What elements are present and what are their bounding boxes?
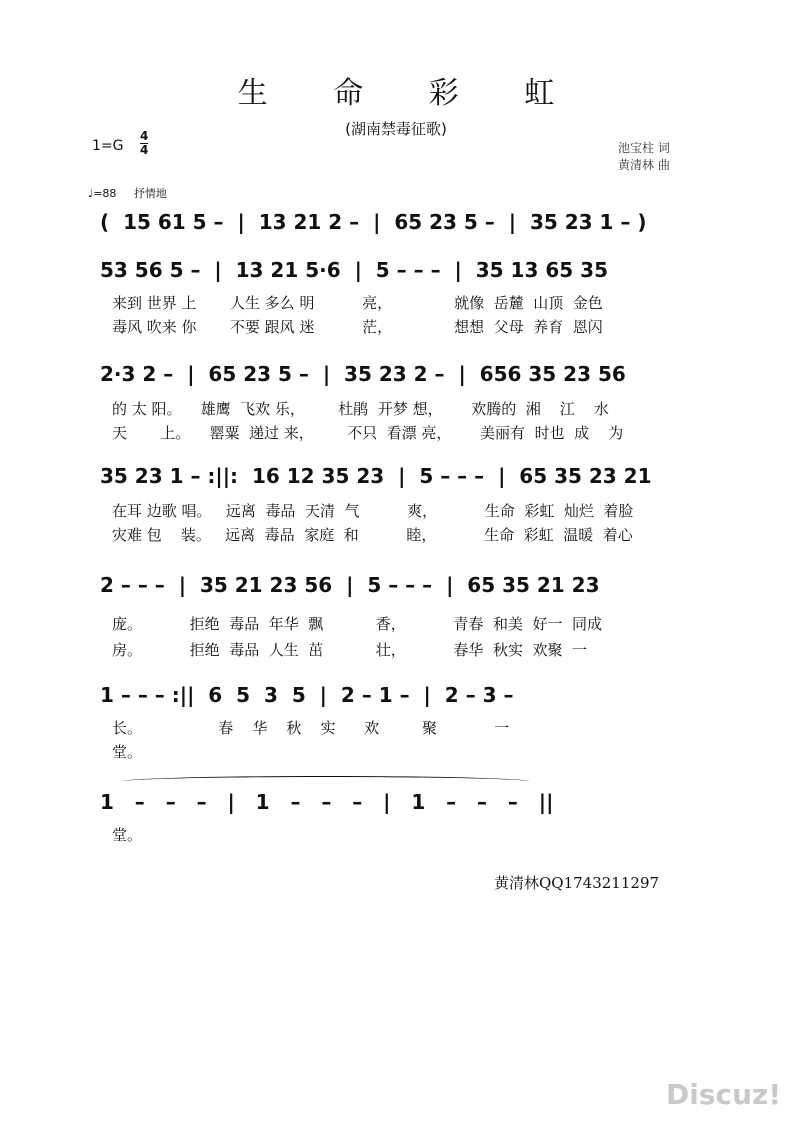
tie-arc <box>122 776 530 787</box>
lyrics-verse-1: 庞。 拒绝 毒品 年华 飘 香， 青春 和美 好一 同成 <box>112 615 603 633</box>
notation-line: 2·3 2 – | 65 23 5 – | 35 23 2 – | 656 35 23 56 <box>100 362 626 386</box>
lyrics-verse-1: 堂。 <box>112 826 143 844</box>
lyrics-verse-2: 堂。 <box>112 743 143 761</box>
song-title: 生 命 彩 虹 <box>237 76 583 111</box>
notation-line: 53 56 5 – | 13 21 5·6 | 5 – – – | 35 13 65 35 <box>100 258 608 282</box>
expression-marking: 抒情地 <box>133 187 167 200</box>
lyrics-verse-1: 的 太 阳。 雄鹰 飞欢 乐， 杜鹃 开梦 想， 欢腾的 湘 江 水 <box>112 400 609 418</box>
notation-line: 2 – – – | 35 21 23 56 | 5 – – – | 65 35 21 23 <box>100 573 600 597</box>
notation-line: 35 23 1 – :||: 16 12 35 23 | 5 – – – | 65 35 23 21 <box>100 464 652 488</box>
lyrics-verse-2: 天 上。 罂粟 递过 来， 不只 看漂 亮， 美丽有 时也 成 为 <box>112 424 624 442</box>
lyrics-verse-2: 灾难 包 装。 远离 毒品 家庭 和 睦， 生命 彩虹 温暖 着心 <box>112 526 633 544</box>
lyricist-credit: 池宝柱 词 <box>618 141 670 155</box>
tempo-value: ♩=88 <box>88 187 117 200</box>
time-signature <box>140 130 148 157</box>
arranger-signature: 黄清林QQ1743211297 <box>494 874 660 892</box>
lyrics-verse-1: 来到 世界 上 人生 多么 明 亮， 就像 岳麓 山顶 金色 <box>112 294 603 312</box>
song-subtitle: (湖南禁毒征歌) <box>345 120 447 138</box>
notation-line: ( 15 61 5 – | 13 21 2 – | 65 23 5 – | 35 23 1 – ) <box>100 210 647 234</box>
notation-line: 1 – – – | 1 – – – | 1 – – – || <box>100 790 554 814</box>
time-top: 4 <box>140 129 149 143</box>
time-bottom: 4 <box>140 143 149 157</box>
lyrics-verse-1: 长。 春 华 秋 实 欢 聚 一 <box>112 719 510 737</box>
lyrics-verse-1: 在耳 边歌 唱。 远离 毒品 天清 气 爽， 生命 彩虹 灿烂 着脸 <box>112 502 634 520</box>
lyrics-verse-2: 毒风 吹来 你 不要 跟风 迷 茫， 想想 父母 养育 恩闪 <box>112 318 603 336</box>
lyrics-verse-2: 房。 拒绝 毒品 人生 茁 壮， 春华 秋实 欢聚 一 <box>112 641 588 659</box>
tempo-marking <box>88 185 167 201</box>
composer-credit: 黄清林 曲 <box>618 158 670 172</box>
key-signature: 1=G <box>92 138 124 154</box>
forum-watermark: Discuz! <box>666 1078 782 1111</box>
notation-line: 1 – – – :|| 6 5 3 5 | 2 – 1 – | 2 – 3 – <box>100 683 514 707</box>
